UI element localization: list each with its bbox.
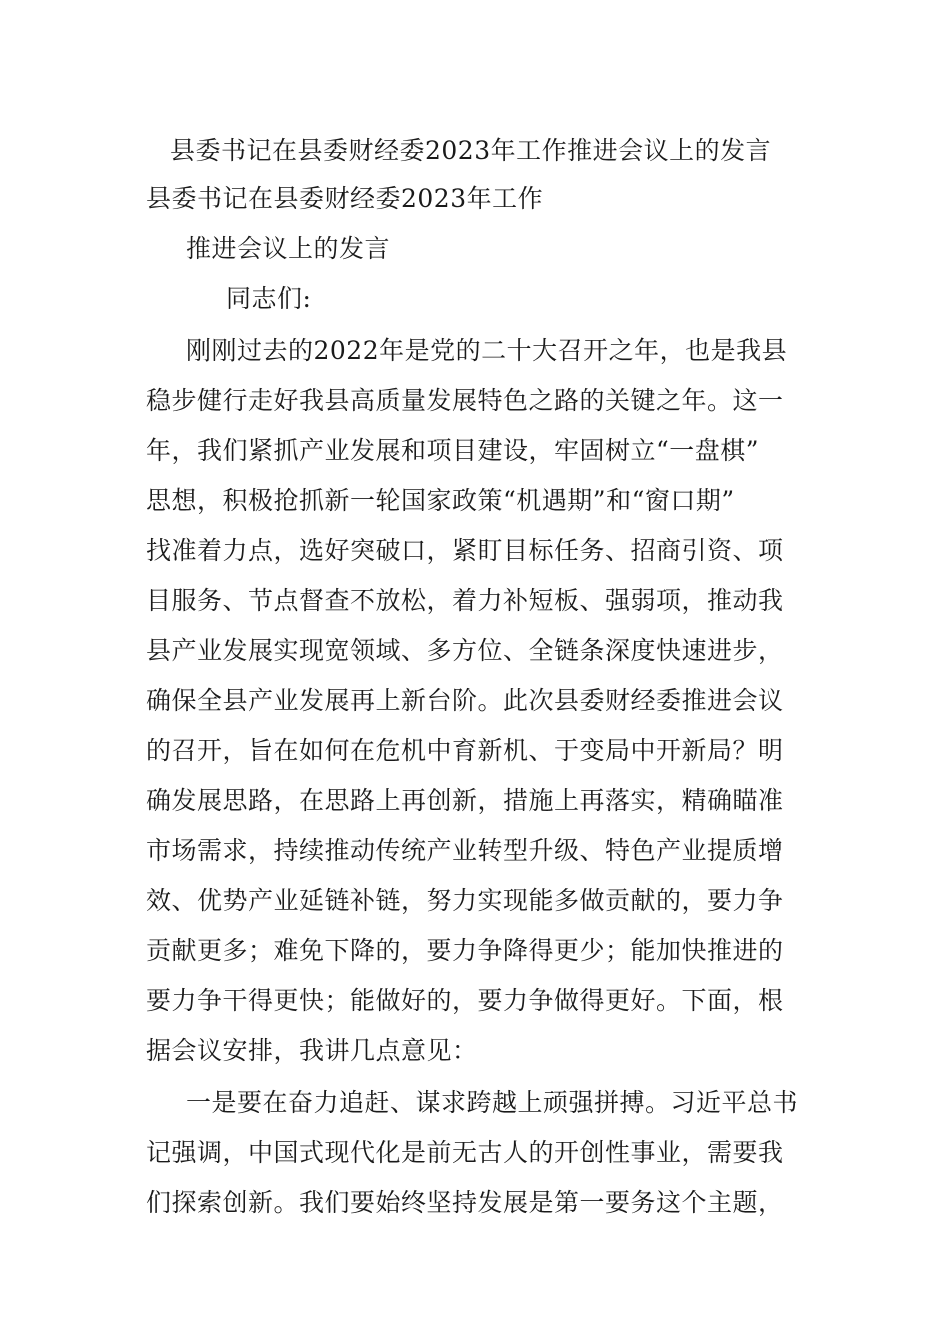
paragraph-line: 的召开，旨在如何在危机中育新机、于变局中开新局？明 <box>146 736 784 765</box>
paragraph-line: 据会议安排，我讲几点意见： <box>146 1036 478 1065</box>
paragraph-line: 思想，积极抢抓新一轮国家政策“机遇期”和“窗口期” <box>146 486 735 515</box>
document-subtitle-line-2: 推进会议上的发言 <box>186 234 391 263</box>
salutation: 同志们: <box>226 284 312 313</box>
paragraph-line: 贡献更多；难免下降的，要力争降得更少；能加快推进的 <box>146 936 784 965</box>
document-subtitle-line-1: 县委书记在县委财经委2023年工作 <box>146 184 544 213</box>
paragraph-line: 目服务、节点督查不放松，着力补短板、强弱项，推动我 <box>146 586 784 615</box>
paragraph-line: 刚刚过去的2022年是党的二十大召开之年，也是我县 <box>186 336 788 365</box>
paragraph-line: 们探索创新。我们要始终坚持发展是第一要务这个主题， <box>146 1188 784 1217</box>
paragraph-line: 找准着力点，选好突破口，紧盯目标任务、招商引资、项 <box>146 536 784 565</box>
paragraph-line: 确发展思路，在思路上再创新，措施上再落实，精确瞄准 <box>146 786 784 815</box>
paragraph-line: 年，我们紧抓产业发展和项目建设，牢固树立“一盘棋” <box>146 436 760 465</box>
paragraph-line: 一是要在奋力追赶、谋求跨越上顽强拼搏。习近平总书 <box>186 1088 799 1117</box>
document-title: 县委书记在县委财经委2023年工作推进会议上的发言 <box>170 136 772 165</box>
paragraph-line: 要力争干得更快；能做好的，要力争做得更好。下面，根 <box>146 986 784 1015</box>
paragraph-line: 县产业发展实现宽领域、多方位、全链条深度快速进步， <box>146 636 784 665</box>
paragraph-line: 效、优势产业延链补链，努力实现能多做贡献的，要力争 <box>146 886 784 915</box>
paragraph-line: 记强调，中国式现代化是前无古人的开创性事业，需要我 <box>146 1138 784 1167</box>
paragraph-line: 确保全县产业发展再上新台阶。此次县委财经委推进会议 <box>146 686 784 715</box>
paragraph-line: 稳步健行走好我县高质量发展特色之路的关键之年。这一 <box>146 386 784 415</box>
paragraph-line: 市场需求，持续推动传统产业转型升级、特色产业提质增 <box>146 836 784 865</box>
